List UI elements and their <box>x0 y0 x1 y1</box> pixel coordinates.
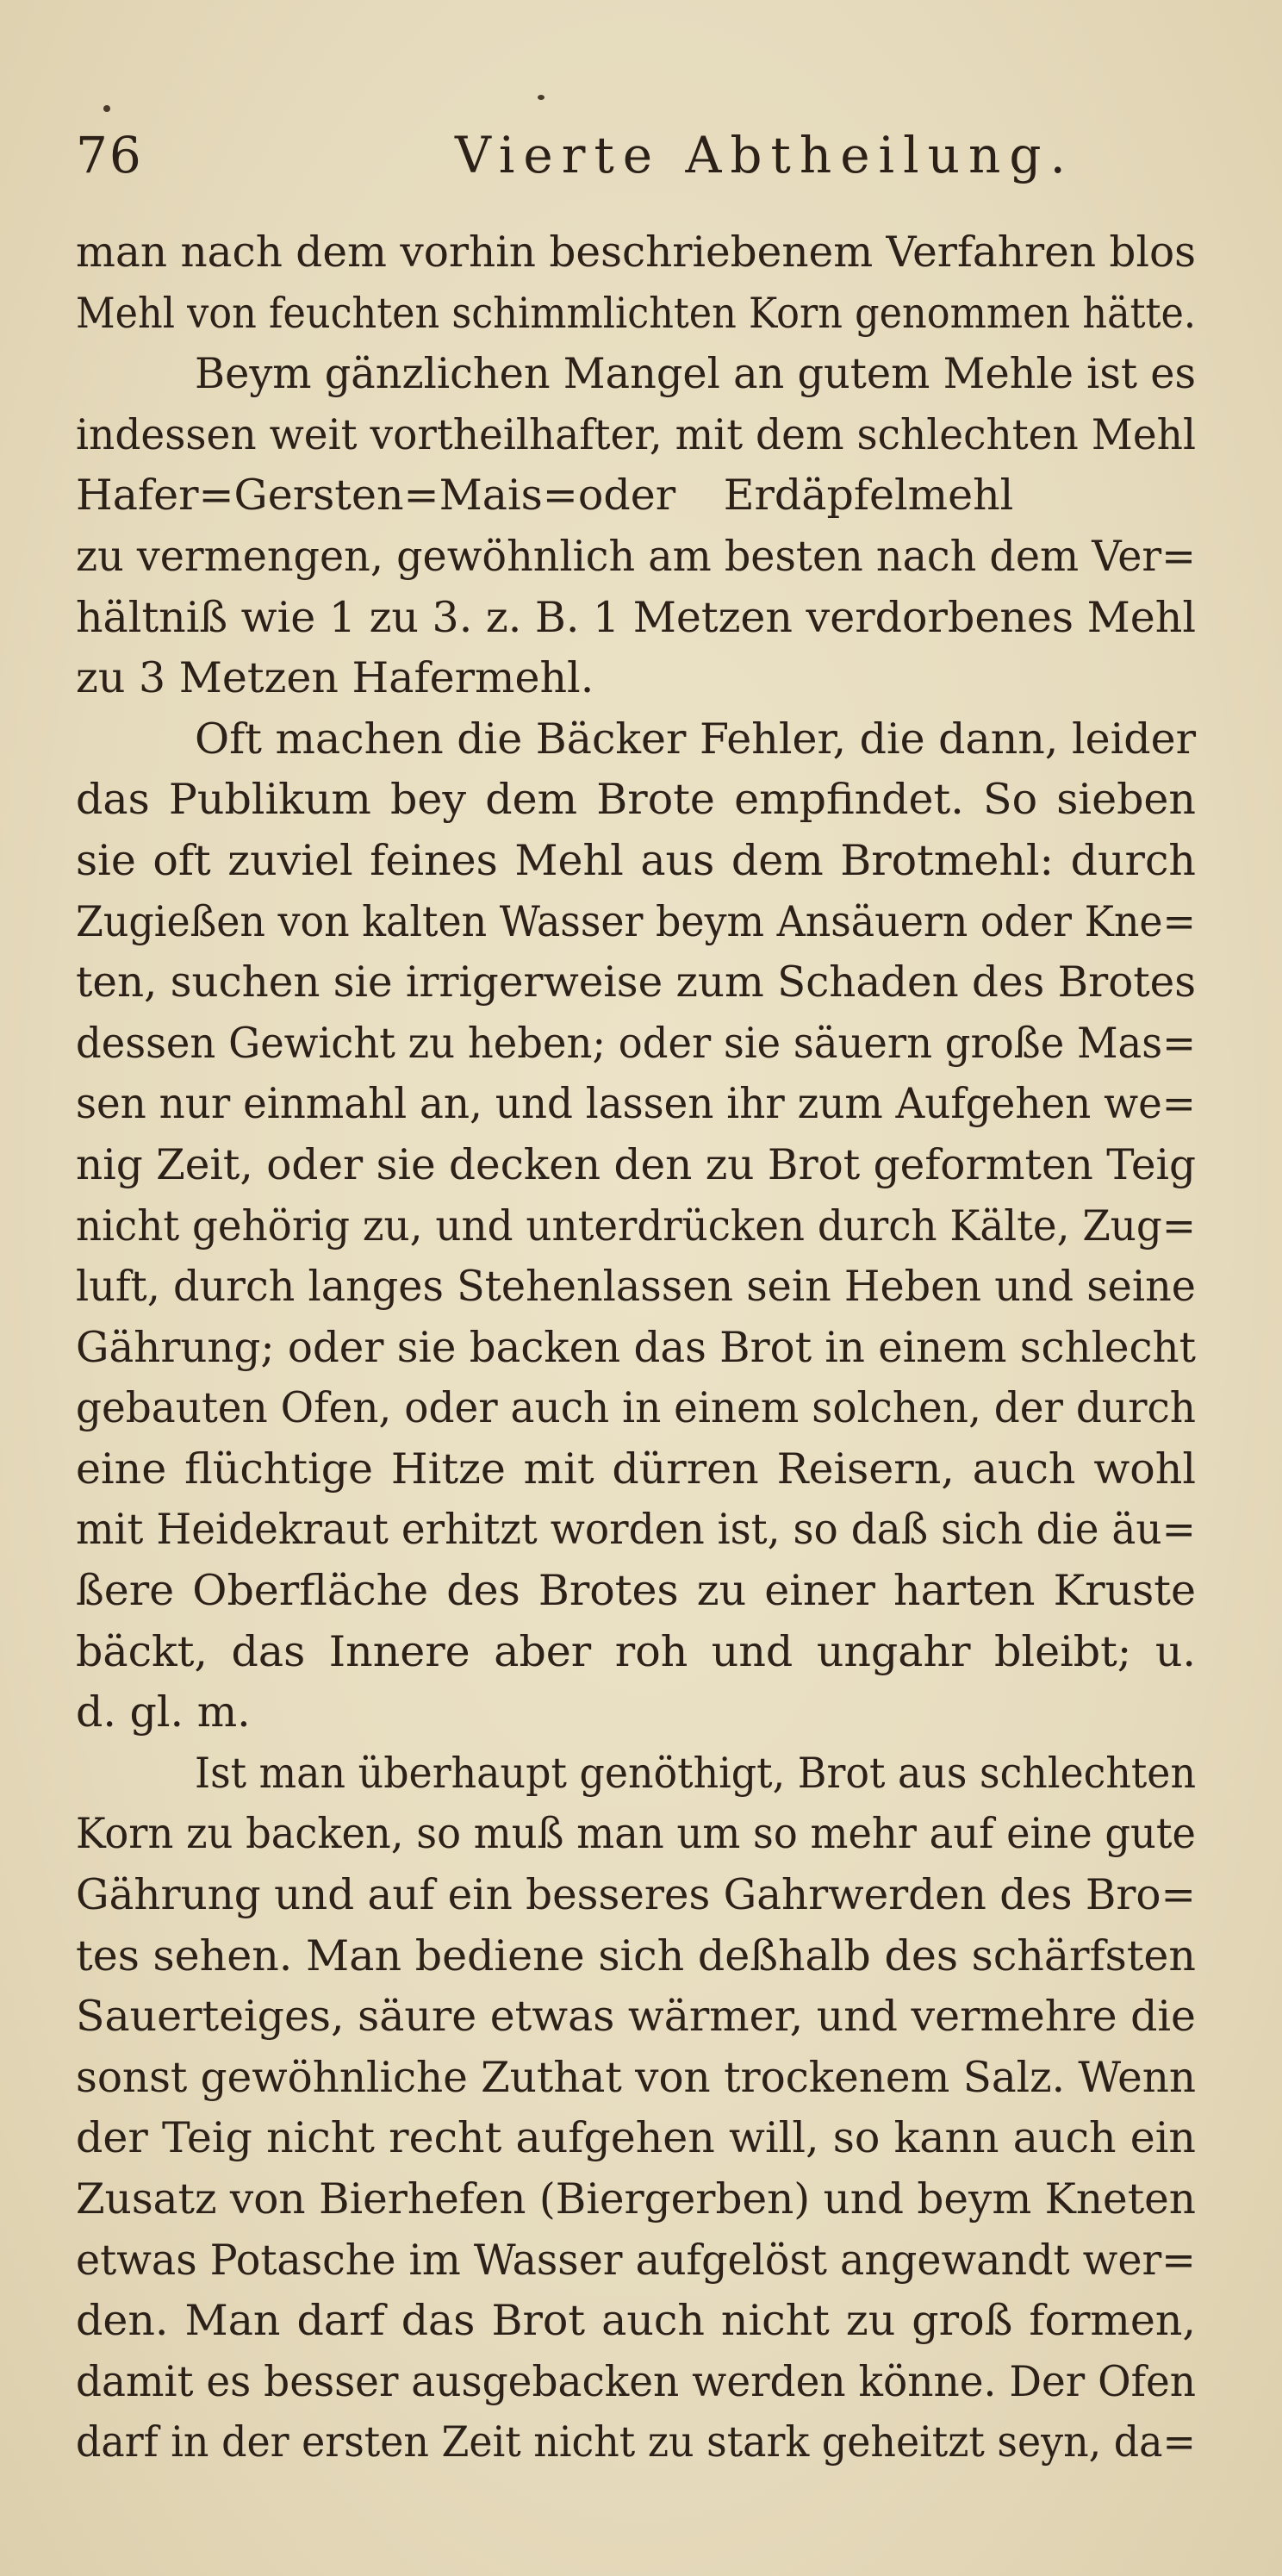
text-line: Sauerteiges, säure etwas wärmer, und vermehre die <box>76 1992 1196 2042</box>
text-line: sie oft zuviel feines Mehl aus dem Brotmehl: durch <box>76 835 1196 885</box>
text-line: nicht gehörig zu, und unterdrücken durch Kälte, Zug= <box>76 1201 1196 1251</box>
text-line: ten, suchen sie irrigerweise zum Schaden des Brotes <box>76 957 1196 1007</box>
ink-speck <box>538 95 545 100</box>
text-line: Zugießen von kalten Wasser beym Ansäuern oder Kne= <box>76 896 1196 946</box>
text-line: Mehl von feuchten schimmlichten Korn genommen hätte. <box>76 288 1196 338</box>
page-number: 76 <box>76 126 143 184</box>
text-line: den. Man darf das Brot auch nicht zu groß formen, <box>76 2296 1196 2346</box>
text-line: Gährung und auf ein besseres Gahrwerden des Bro= <box>76 1870 1196 1920</box>
text-line: Hafer=Gersten=Mais=oder Erdäpfelmehl <box>76 471 1014 521</box>
text-line: sen nur einmahl an, und lassen ihr zum Aufgehen we= <box>76 1079 1196 1129</box>
page-header <box>76 121 1196 190</box>
text-line: Oft machen die Bäcker Fehler, die dann, leider <box>195 714 1196 764</box>
ink-speck <box>103 105 110 112</box>
text-line: Gährung; oder sie backen das Brot in einem schlecht <box>76 1322 1196 1372</box>
text-line: zu vermengen, gewöhnlich am besten nach dem Ver= <box>76 531 1196 581</box>
text-line: nig Zeit, oder sie decken den zu Brot geformten Teig <box>76 1139 1196 1189</box>
text-line: hältniß wie 1 zu 3. z. B. 1 Metzen verdorbenes Mehl <box>76 592 1196 642</box>
text-line: tes sehen. Man bediene sich deßhalb des schärfsten <box>76 1930 1196 1980</box>
body-text <box>76 222 1254 2473</box>
text-line: sonst gewöhnliche Zuthat von trockenem Salz. Wenn <box>76 2052 1196 2102</box>
text-line: ßere Oberfläche des Brotes zu einer harten Kruste <box>76 1566 1196 1616</box>
text-line: Ist man überhaupt genöthigt, Brot aus schlechten <box>195 1748 1196 1798</box>
text-line: bäckt, das Innere aber roh und ungahr bleibt; u. <box>76 1626 1196 1676</box>
text-line: Korn zu backen, so muß man um so mehr auf eine gute <box>76 1809 1196 1859</box>
text-line: luft, durch langes Stehenlassen sein Heben und seine <box>76 1262 1196 1312</box>
text-line: man nach dem vorhin beschriebenem Verfahren blos <box>76 228 1196 277</box>
text-line: das Publikum bey dem Brote empfindet. So sieben <box>76 775 1196 825</box>
text-line: gebauten Ofen, oder auch in einem solchen, der durch <box>76 1383 1196 1433</box>
text-line: d. gl. m. <box>76 1687 251 1737</box>
text-line: damit es besser ausgebacken werden könne. Der Ofen <box>76 2356 1196 2406</box>
text-line: der Teig nicht recht aufgehen will, so kann auch ein <box>76 2113 1196 2163</box>
running-head: Vierte Abtheilung. <box>455 126 1074 184</box>
text-line: darf in der ersten Zeit nicht zu stark geheitzt seyn, da= <box>76 2417 1196 2467</box>
text-line: indessen weit vortheilhafter, mit dem schlechten Mehl <box>76 409 1196 459</box>
text-line: etwas Potasche im Wasser aufgelöst angewandt wer= <box>76 2235 1196 2285</box>
text-line: Zusatz von Bierhefen (Biergerben) und beym Kneten <box>76 2174 1196 2224</box>
text-line: eine flüchtige Hitze mit dürren Reisern, auch wohl <box>76 1444 1196 1494</box>
text-line: Beym gänzlichen Mangel an gutem Mehle ist es <box>195 349 1196 399</box>
text-line: dessen Gewicht zu heben; oder sie säuern große Mas= <box>76 1018 1196 1068</box>
text-line: zu 3 Metzen Hafermehl. <box>76 653 594 703</box>
text-line: mit Heidekraut erhitzt worden ist, so daß sich die äu= <box>76 1505 1196 1555</box>
